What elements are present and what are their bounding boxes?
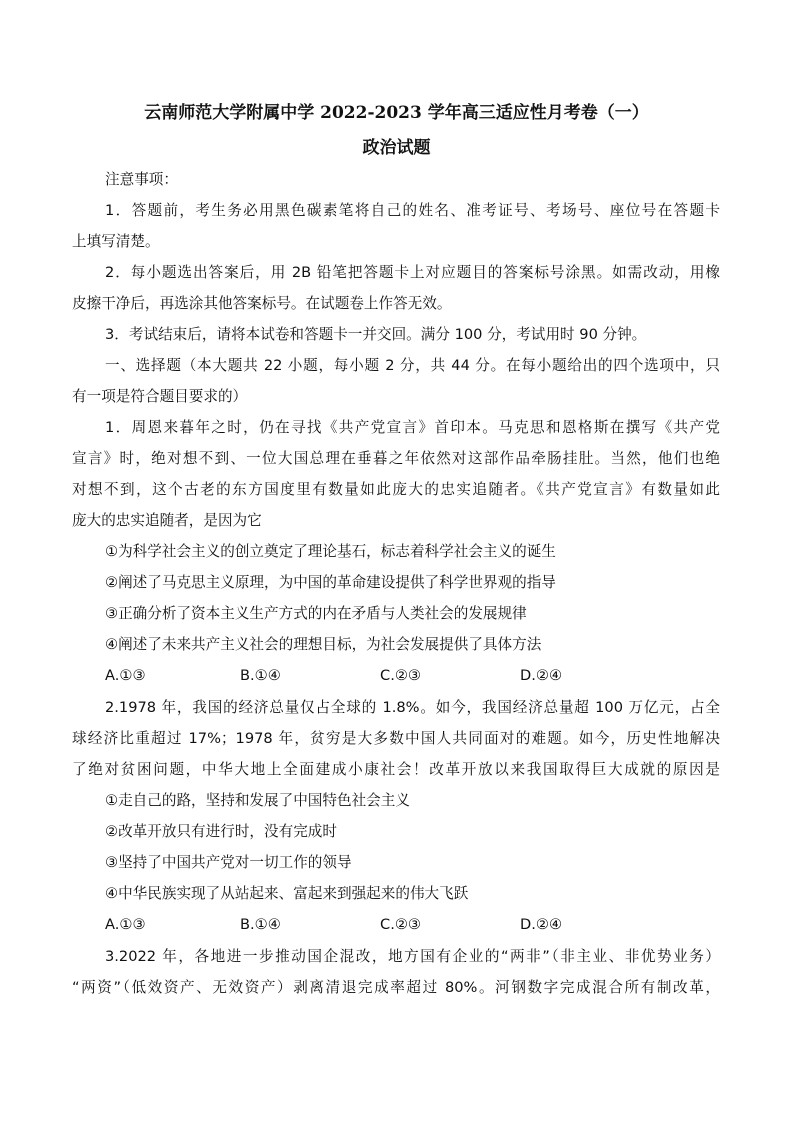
question-2-statement: ④中华民族实现了从站起来、富起来到强起来的伟大飞跃 — [105, 885, 469, 902]
question-1-stem-line: 庞大的忠实追随者，是因为它 — [72, 512, 262, 529]
text-line: 了绝对贫困问题，中华大地上全面建成小康社会！改革开放以来我国取得巨大成就的原因是 — [72, 761, 720, 778]
question-2-stem-line — [72, 729, 720, 749]
question-1-statement: ④阐述了未来共产主义社会的理想目标，为社会发展提供了具体方法 — [105, 636, 542, 653]
question-2-option-a: A.①③ — [105, 916, 146, 933]
question-3-stem-line — [72, 978, 720, 998]
section-heading-line-a: 一、选择题（本大题共 22 小题，每小题 2 分，共 44 分。在每小题给出的四个选项中，只 — [105, 357, 720, 374]
notice-item-1-line-b: 上填写清楚。 — [72, 233, 160, 250]
text-line: 球经济比重超过 17%；1978 年，贫穷是大多数中国人共同面对的难题。如今，历史性地解决 — [72, 730, 720, 747]
notice-item-2-line-a: 2．每小题选出答案后，用 2B 铅笔把答题卡上对应题目的答案标号涂黑。如需改动，用橡 — [105, 264, 720, 281]
text-line: 2.1978 年，我国的经济总量仅占全球的 1.8%。如今，我国经济总量超 100 万亿元，占全 — [105, 699, 720, 716]
notice-item-2-line-b: 皮擦干净后，再选涂其他答案标号。在试题卷上作答无效。 — [72, 295, 452, 312]
question-2-stem-line — [72, 760, 720, 780]
question-1-statement: ②阐述了马克思主义原理，为中国的革命建设提供了科学世界观的指导 — [105, 574, 556, 591]
text-line: 宣言》时，绝对想不到、一位大国总理在垂暮之年依然对这部作品牵肠挂肚。当然，他们也绝 — [72, 450, 720, 467]
question-2-stem-line — [105, 698, 720, 718]
exam-title: 云南师范大学附属中学 2022-2023 学年高三适应性月考卷（一） — [144, 103, 649, 123]
question-1-stem-line — [105, 418, 720, 438]
question-1-option-b: B.①④ — [240, 667, 281, 684]
notice-item-1-line-a: 1．答题前，考生务必用黑色碳素笔将自己的姓名、准考证号、考场号、座位号在答题卡 — [105, 202, 720, 219]
text-line: 3.2022 年，各地进一步推动国企混改，地方国有企业的“两非”（非主业、非优势业务） — [105, 948, 720, 965]
notice-item-3: 3．考试结束后，请将本试卷和答题卡一并交回。满分 100 分，考试用时 90 分钟。 — [105, 326, 647, 343]
exam-subject: 政治试题 — [362, 138, 431, 158]
question-2-option-c: C.②③ — [380, 916, 421, 933]
notice-heading: 注意事项： — [105, 171, 178, 188]
question-1-option-a: A.①③ — [105, 667, 146, 684]
question-1-stem-line — [72, 449, 720, 469]
section-heading — [105, 356, 720, 376]
section-heading-line-b: 有一项是符合题目要求的） — [72, 388, 248, 405]
notice-item-2 — [105, 263, 720, 283]
text-line: 1．周恩来暮年之时，仍在寻找《共产党宣言》首印本。马克思和恩格斯在撰写《共产党 — [105, 419, 720, 436]
question-2-statement: ②改革开放只有进行时，没有完成时 — [105, 823, 337, 840]
text-line: 对想不到，这个古老的东方国度里有数量如此庞大的忠实追随者。《共产党宣言》有数量如此 — [72, 481, 720, 498]
question-3-stem-line — [105, 947, 720, 967]
text-line: “两资”（低效资产、无效资产）剥离清退完成率超过 80%。河钢数字完成混合所有制改革， — [72, 979, 720, 996]
question-2-option-d: D.②④ — [520, 916, 563, 933]
question-1-option-d: D.②④ — [520, 667, 563, 684]
question-2-statement: ③坚持了中国共产党对一切工作的领导 — [105, 854, 352, 871]
question-1-option-c: C.②③ — [380, 667, 421, 684]
question-1-statement: ①为科学社会主义的创立奠定了理论基石，标志着科学社会主义的诞生 — [105, 543, 556, 560]
question-1-statement: ③正确分析了资本主义生产方式的内在矛盾与人类社会的发展规律 — [105, 605, 527, 622]
question-1-stem-line — [72, 480, 720, 500]
question-2-statement: ①走自己的路，坚持和发展了中国特色社会主义 — [105, 792, 410, 809]
question-2-option-b: B.①④ — [240, 916, 281, 933]
notice-item-1 — [105, 201, 720, 221]
